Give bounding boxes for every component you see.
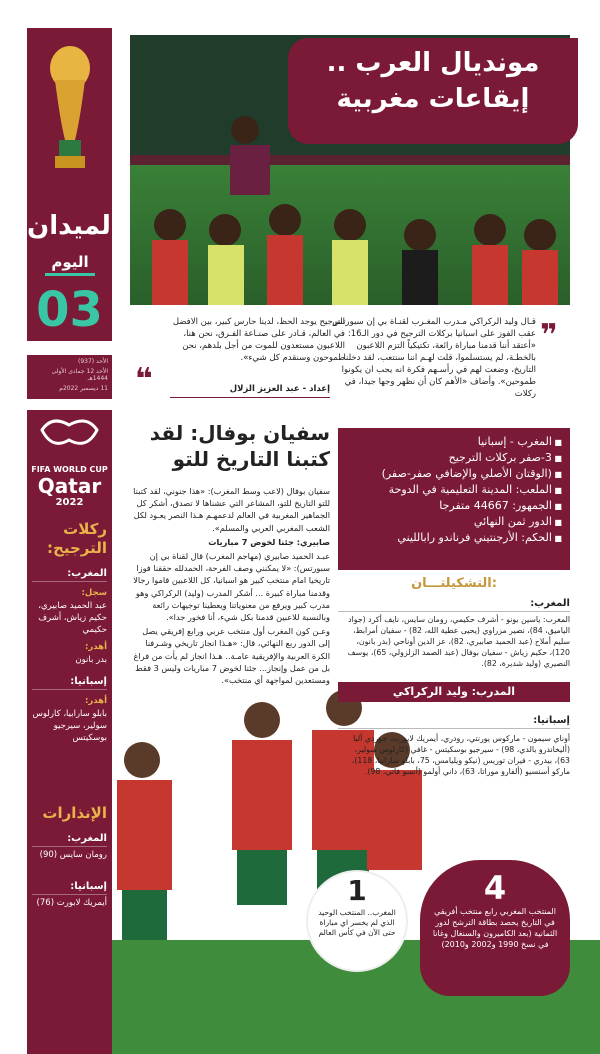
- issue-dates: [27, 355, 112, 399]
- brand-name: الميدان: [27, 211, 120, 241]
- stat-badge-one: [306, 870, 408, 972]
- wc-logo: [27, 410, 112, 510]
- interview-paragraph: عبـد الحميد صابيري (مهاجم المغرب) قال لقناة بي إن سبورتس): «لا يمكنني وصف الفرحة، الحمدلله حققنا فوزا تاريخيا امام منتخب كبير هو اسبانيا، كل اللاعبين قاموا رجالا وقدمنا مباراة كبيرة ... أشكر المدرب (وليد) الركراكي وهو مدرب كبير ويرفع من معنوياتنا ويعطينا توجيهات رائعة وبالنسبة للاعبين قدمنا بكل شيء، أنا فخور جدا».: [133, 551, 330, 623]
- brand-today: اليوم: [45, 253, 95, 276]
- date-line-3: 11 ديسمبر 2022م: [59, 385, 108, 392]
- stat-four-text: المنتخب المغربي رابع منتخب أفريقي في التاريخ يحصد بطاقة الترشح لدور الثمانية (بعد الكاميرون والسنغال وغانا في نسخ 1990 و2002 و2010): [432, 907, 558, 949]
- warnings-heading: الإنذارات: [42, 804, 107, 822]
- quote-column-right: قـال وليد الركراكي مـدرب المغـرب لقنـاة بي إن سبورتس عقب الفوز على اسبانيا بركلات الترجيح في دور الـ16: «أعتقد أننا قدمنا مباراة رائعة، تكتيكياً التزم اللاعبون بالخطـة، لم يستسلموا، قلت لهـم اننا سنتعب، لقد دخلنا التاريخ، وضعت لهم في رأسـهم فكرة انه يجب ان يكونوا طموحين». وأضاف «الأهم كان أن نظهر وجها جيدا، في ركلات: [332, 317, 536, 399]
- lineup-morocco-label: المغرب:: [338, 598, 570, 612]
- qatar-emblem-icon: [27, 410, 112, 465]
- fact-item: ■ 3-صفر بركلات الترجيح: [346, 450, 562, 466]
- quote-mark-icon: ❞: [540, 318, 558, 353]
- trophy-icon: [45, 40, 95, 180]
- lineup-spain: أوناي سيمون - ماركوس يورنتي، رودري، أيمريك لابورت، جوردي ألبا (أليخاندرو بالدي، 98) - سيرجيو بوسكيتس - غافي (كارلوس سولير، 63)، بيدري - فيران توريس (نيكو ويليامس، 75، بابلو سارابيا، 118)، ماركو أسنسيو (ألفارو موراتا، 63)، داني أولمو (أنسو فاتي، 98).: [351, 734, 570, 776]
- fact-item: ■ الجمهور: 44667 متفرجا: [346, 498, 562, 514]
- penalties-heading: ركلات الترجيح:: [47, 520, 107, 557]
- byline: إعداد - عبد العزيز الزلال: [170, 384, 330, 398]
- pens-spain-missed: بابلو سارابيا، كارلوس سولير، سيرجيو بوسكيتس: [32, 709, 107, 743]
- fact-item: ■ الدور ثمن النهائي: [346, 514, 562, 530]
- warn-morocco: رومان سايس (90): [39, 850, 107, 860]
- pens-spain-missed-label: أهدر:: [84, 696, 107, 706]
- pens-morocco-missed: بدر بانون: [75, 655, 107, 665]
- quote-close-icon: ❝: [135, 362, 153, 397]
- quote-column-left: الترجيح يوجد الحظ، لدينا حارس كبير، بين الافضل في العالم، قـادر على صنـاعة الفـرق، نحن هنا، اللاعبون مستعدون للموت من أجل بلدهم، نحن طموحون وسنقدم كل شيء».: [172, 317, 345, 363]
- warn-spain: أيمريك لابورت (76): [36, 898, 107, 908]
- fact-item: ■ الحكم: الأرجنتيني فرناندو رابالليني: [346, 530, 562, 546]
- coach-banner: المدرب: وليد الركراكي: [338, 682, 570, 702]
- headline-line-1: مونديال العرب ..: [326, 48, 540, 78]
- stat-one-text: المغرب.. المنتخب الوحيد الذي لم يخسر اي مباراة حتى الآن في كأس العالم: [318, 908, 396, 937]
- lineups-title: [338, 576, 570, 591]
- pens-scored-label: سجل:: [81, 588, 107, 598]
- interview-title: سفيان بوفال: لقد كتبنا التاريخ للتو: [149, 421, 330, 471]
- lineup-morocco: المغرب: ياسين بونو - أشرف حكيمي، رومان سايس، نايف أكرد (جواد الياميق، 84)، نصير مزراوي (يحيى عطية الله، 82) - سفيان أمرابط، سليم أملاح (عبد الحميد صابيري، 82)، عز الدين أوناحي (بدر بانون، 120)، حكيم زياش - سفيان بوفال (عبد الصمد الزلزولي، 65)، يوسف النصيري (وليد شديرة، 82).: [347, 615, 570, 668]
- wc-line-3: 2022: [55, 497, 84, 508]
- pens-morocco-scored: عبد الحميد صابيري، حكيم زياش، أشرف حكيمي: [38, 601, 107, 635]
- date-line-2: الأحد 12 جمادى الأولى 1444هـ: [51, 368, 108, 382]
- match-facts-box: [338, 428, 570, 570]
- penalties-panel: [27, 510, 112, 1054]
- interview-body: [130, 485, 330, 688]
- fact-item: ■ الملعب: المدينة التعليمية في الدوحة: [346, 482, 562, 498]
- wc-line-2: Qatar: [37, 474, 102, 498]
- stat-badge-four: [420, 860, 570, 996]
- headline-line-2: إيقاعات مغربية: [336, 84, 530, 114]
- brand-block: [27, 203, 120, 341]
- headline-box: [288, 38, 578, 144]
- interview-paragraph: وعـن كون المغرب أول منتخب عربي ورابع إفريقي يصل إلى الدور ربع النهائي، قال: «هـذا انجاز تاريخي وشـرفنا الكرة العربية والإفريقية عامـة.. هـذا انجاز لم يأت من فراغ بل من عمل وإنجاز... جئنا لخوض 7 مباريات وليس 3 فقط ومستعدين لمواجهة أي منتخب».: [133, 626, 330, 686]
- stat-four-number: 4: [483, 869, 507, 907]
- warn-morocco-label: المغرب:: [32, 833, 107, 847]
- pens-morocco-label: المغرب:: [32, 568, 107, 582]
- pens-missed-label: أهدر:: [84, 642, 107, 652]
- lineups-title-text: التشكيلتـــان:: [411, 576, 497, 591]
- interview-paragraph: سفيان بوفال (لاعب وسط المغرب): «هذا جنوني، لقد كتبنا للتو التاريخ للتو، المشاعر التي عشناها لا تصدق، أشكر كل الجماهير المغربية في العالم لدعمهـم هـذا النصر يعـود لكل الشعب المغربي العربي والمسلم».: [133, 486, 330, 533]
- world-cup-trophy-image: [27, 28, 112, 203]
- stat-one-number: 1: [347, 874, 367, 907]
- lineup-spain-label: إسبانيا:: [338, 715, 570, 729]
- date-line-1: الأحد (937): [78, 358, 108, 365]
- wc-line-1: FIFA WORLD CUP: [31, 465, 108, 474]
- fact-item: ■ (الوقتان الأصلي والإضافي صفر-صفر): [346, 466, 562, 482]
- fact-item: ■ المغرب - إسبانيا: [346, 434, 562, 450]
- interview-subhead: صابيري: جئنا لخوض 7 مباريات: [208, 536, 330, 547]
- pens-spain-label: إسبانيا:: [32, 676, 107, 690]
- day-number: 03: [36, 282, 103, 338]
- warn-spain-label: إسبانيا:: [32, 881, 107, 895]
